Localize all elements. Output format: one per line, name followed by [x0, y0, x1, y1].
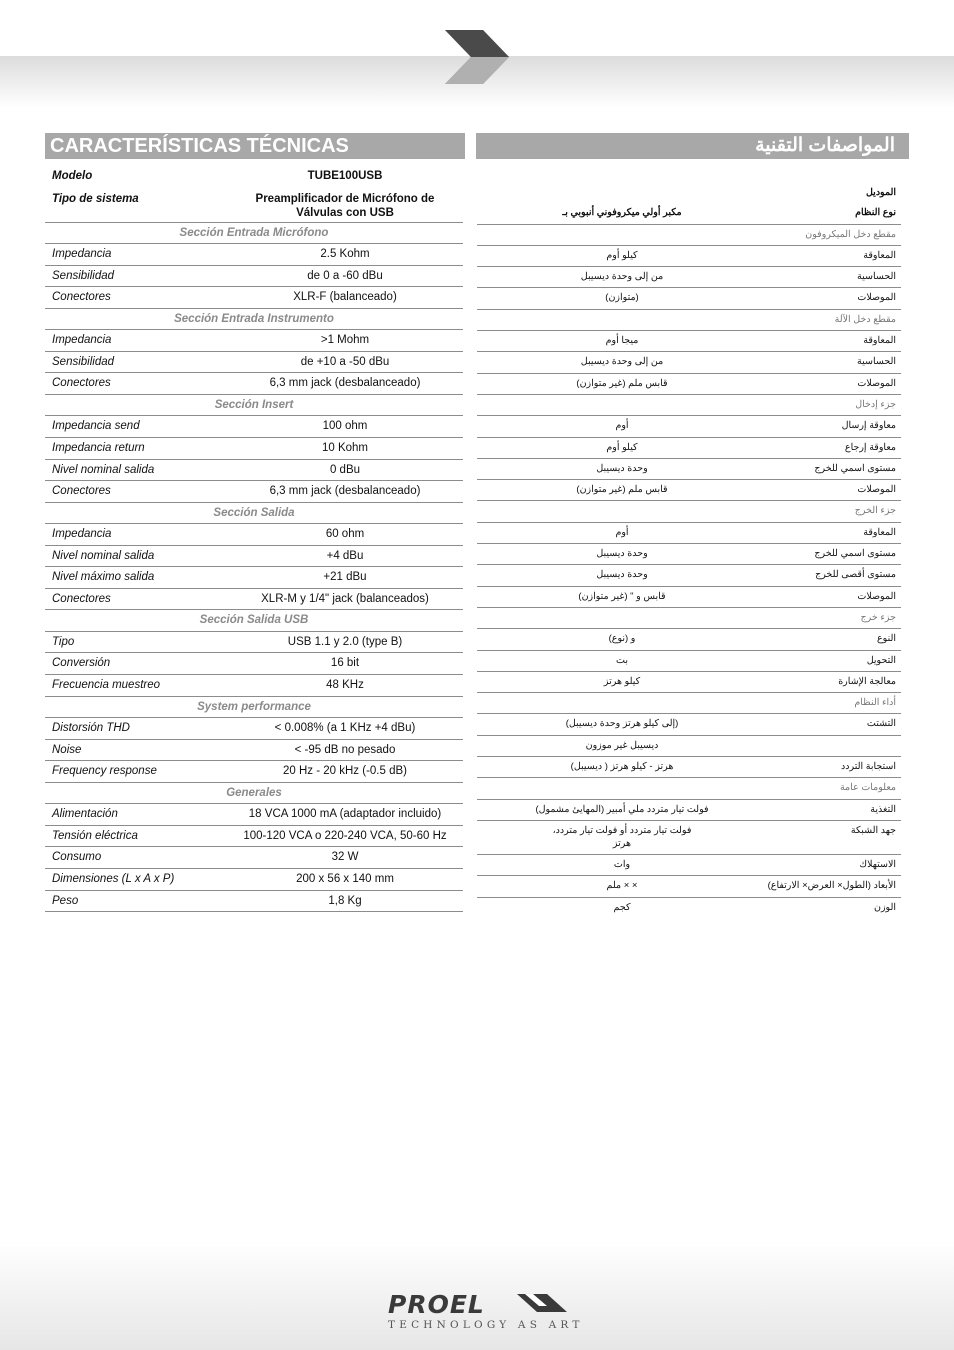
- spec-row-ar: [477, 203, 901, 224]
- spec-value: 48 KHz: [326, 679, 364, 692]
- spec-value-ar: من إلى وحدة ديسيبل: [580, 271, 664, 283]
- spec-label-ar: التحويل: [866, 654, 896, 666]
- section-title: Sección Salida USB: [199, 614, 309, 627]
- spec-label-ar: المعاوقة: [863, 335, 896, 347]
- spec-label-ar: الموديل: [865, 187, 896, 198]
- spec-row: [45, 804, 463, 826]
- section-title: Generales: [226, 786, 282, 799]
- spec-table-arabic: [477, 183, 901, 918]
- spec-section-header-ar: [477, 693, 901, 714]
- spec-label: Modelo: [52, 170, 93, 182]
- spec-row: [45, 524, 463, 546]
- spec-value-ar: فولت تيار متردد ملي أمبير (المهايئ مشمول): [535, 803, 709, 815]
- spec-label-ar: مستوى اسمي للخرج: [814, 548, 896, 560]
- spec-row: [45, 718, 463, 740]
- spec-value: 6,3 mm jack (desbalanceado): [269, 377, 421, 390]
- spec-label-ar: الموصلات: [857, 590, 896, 602]
- section-title: Sección Entrada Instrumento: [174, 312, 334, 325]
- spec-row: [45, 632, 463, 654]
- spec-value: USB 1.1 y 2.0 (type B): [287, 635, 403, 648]
- spec-row-ar: [477, 898, 901, 918]
- logo-stripe-icon: [517, 1292, 567, 1314]
- spec-label: Impedancia: [52, 528, 112, 541]
- spec-value-ar: مكبر أولي ميكروفوني أنبوبي بـ: [562, 207, 682, 219]
- proel-logo: PROEL: [388, 1290, 485, 1319]
- spec-value: 60 ohm: [325, 528, 365, 541]
- spec-value-line-ar: فولت تيار متردد أو فولت تيار متردد،: [552, 824, 692, 836]
- spec-row: [45, 653, 463, 675]
- spec-value: < -95 dB no pesado: [294, 743, 396, 756]
- spec-table-spanish: [45, 166, 463, 912]
- spec-row: [45, 869, 463, 891]
- spec-value: 1,8 Kg: [328, 894, 362, 907]
- spec-value: de 0 a -60 dBu: [307, 269, 383, 282]
- spec-value: >1 Mohm: [320, 334, 370, 347]
- spec-section-header: [45, 223, 463, 245]
- spec-row-ar: [477, 438, 901, 459]
- spec-label: Conversión: [52, 657, 111, 670]
- spec-section-header: [45, 309, 463, 331]
- spec-value: +4 dBu: [326, 549, 364, 562]
- spec-row: [45, 330, 463, 352]
- spec-label-ar: النوع: [877, 633, 896, 645]
- spec-label-ar: جهد الشبكة: [850, 824, 896, 836]
- spec-row-ar: [477, 352, 901, 373]
- spec-label: Distorsión THD: [52, 722, 130, 735]
- spec-label-ar: استجابة التردد: [841, 761, 896, 773]
- chevron-arrow-icon: [445, 30, 509, 84]
- spec-label: Alimentación: [52, 808, 118, 821]
- spec-value: +21 dBu: [323, 571, 367, 584]
- spec-value: XLR-M y 1/4" jack (balanceados): [261, 592, 429, 605]
- spec-value: 0 dBu: [329, 463, 361, 476]
- spec-label-ar: التغذية: [870, 803, 896, 815]
- spec-value-ar: (متوازن): [605, 292, 639, 304]
- spec-label-ar: المعاوقة: [863, 526, 896, 538]
- spec-label: Conectores: [52, 377, 111, 390]
- spec-row-ar: [477, 544, 901, 565]
- spec-label: Tipo: [52, 635, 75, 648]
- section-title: System performance: [197, 700, 311, 713]
- spec-value-ar: من إلى وحدة ديسيبل: [580, 356, 664, 368]
- spec-label: Tensión eléctrica: [52, 829, 138, 842]
- spec-value-ar: بت: [616, 654, 628, 666]
- spec-row: [45, 567, 463, 589]
- section-title-ar: أداء النظام: [854, 697, 896, 709]
- logo-tagline: TECHNOLOGY AS ART: [388, 1319, 584, 1331]
- spec-value-ar: قابس و " (غير متوازن): [578, 590, 666, 602]
- spec-row: [45, 826, 463, 848]
- spec-label: Impedancia: [52, 248, 112, 261]
- spec-row-ar: [477, 855, 901, 876]
- spec-value-ar: وات: [613, 858, 631, 870]
- section-title: Sección Insert: [214, 398, 294, 411]
- spec-label: Sensibilidad: [52, 355, 115, 368]
- spec-value: 6,3 mm jack (desbalanceado): [269, 485, 421, 498]
- spec-label-ar: معاوقة إرسال: [841, 420, 896, 432]
- section-title: Sección Salida: [213, 506, 295, 519]
- spec-label: Peso: [52, 894, 79, 907]
- spec-label-ar: الموصلات: [857, 292, 896, 304]
- spec-value: < 0.008% (a 1 KHz +4 dBu): [274, 722, 416, 735]
- spec-label: Impedancia return: [52, 442, 145, 455]
- spec-label: Consumo: [52, 851, 102, 864]
- spec-row: [45, 187, 463, 223]
- spec-row-ar: [477, 672, 901, 693]
- spec-value-ar: كيلو هرتز: [603, 675, 641, 687]
- spec-row: [45, 546, 463, 568]
- spec-label: Nivel nominal salida: [52, 549, 155, 562]
- spec-row-ar: [477, 246, 901, 267]
- spec-label-ar: نوع النظام: [855, 207, 896, 219]
- spec-row: [45, 373, 463, 395]
- spec-label: Impedancia: [52, 334, 112, 347]
- spec-row: [45, 166, 463, 187]
- spec-value-ar: كيلو أوم: [606, 249, 638, 261]
- spec-value: XLR-F (balanceado): [293, 291, 397, 304]
- spec-label-ar: الحساسية: [857, 356, 896, 368]
- spec-row-ar: [477, 565, 901, 586]
- spec-label: Nivel máximo salida: [52, 571, 155, 584]
- section-title-ar: مقطع دخل الآلة: [834, 313, 896, 325]
- spec-value: 16 bit: [330, 657, 360, 670]
- spec-value-ar: كجم: [613, 901, 631, 913]
- spec-section-header: [45, 395, 463, 417]
- spec-row-ar: [477, 587, 901, 608]
- spec-row: [45, 287, 463, 309]
- spec-value-ar: وحدة ديسيبل: [596, 548, 648, 560]
- spec-row-ar: [477, 288, 901, 309]
- spec-label-ar: الوزن: [873, 901, 896, 913]
- spec-row: [45, 740, 463, 762]
- spec-section-header-ar: [477, 395, 901, 416]
- spec-value-ar: (إلى كيلو هرتز وحدة ديسيبل): [565, 718, 679, 730]
- spec-row-ar: [477, 523, 901, 544]
- spec-section-header: [45, 503, 463, 525]
- spec-row: [45, 460, 463, 482]
- spec-label-ar: التشتت: [866, 718, 896, 730]
- spec-label: Frecuencia muestreo: [52, 679, 161, 692]
- spec-row-ar: [477, 267, 901, 288]
- spec-value: 32 W: [331, 851, 359, 864]
- spec-section-header: [45, 610, 463, 632]
- spec-label-ar: الأبعاد (الطول× العرض× الارتفاع): [767, 880, 896, 892]
- spec-label: Tipo de sistema: [52, 192, 139, 205]
- spec-row-ar: [477, 629, 901, 650]
- spec-value-ar: ميجا أوم: [605, 335, 639, 347]
- spec-label-ar: مستوى اسمي للخرج: [814, 462, 896, 474]
- spec-value-ar: × × ملم: [606, 880, 638, 892]
- spec-row-ar: [477, 714, 901, 735]
- spec-label: Conectores: [52, 291, 111, 304]
- spec-label: Conectores: [52, 485, 111, 498]
- spec-value: 18 VCA 1000 mA (adaptador incluido): [248, 808, 442, 821]
- spec-value-line-ar: هرتز: [612, 837, 632, 849]
- spec-value: 2.5 Kohm: [320, 248, 370, 261]
- spec-value-ar: كيلو أوم: [606, 441, 638, 453]
- spec-row: [45, 266, 463, 288]
- spec-value: 100-120 VCA o 220-240 VCA, 50-60 Hz: [243, 829, 447, 842]
- spec-label-ar: الحساسية: [857, 271, 896, 283]
- spec-row: [45, 675, 463, 697]
- spec-section-header-ar: [477, 225, 901, 246]
- spec-label-ar: معاوقة إرجاع: [844, 441, 896, 453]
- section-title-ar: معلومات عامة: [839, 782, 896, 794]
- spec-row-ar: [477, 459, 901, 480]
- spec-value: [225, 192, 465, 220]
- spec-label: Impedancia send: [52, 420, 140, 433]
- spec-row-ar: [477, 183, 901, 203]
- spec-value-ar: وحدة ديسيبل: [596, 462, 648, 474]
- spec-row-ar: [477, 374, 901, 395]
- spec-value-ar: و (نوع): [608, 633, 636, 645]
- spec-row-ar: [477, 800, 901, 821]
- spec-label: Frequency response: [52, 765, 157, 778]
- section-title-ar: جزء خرج: [860, 611, 896, 623]
- spec-value-ar: أوم: [615, 526, 629, 538]
- spec-section-header: [45, 783, 463, 805]
- spec-row: [45, 589, 463, 611]
- spec-value: 200 x 56 x 140 mm: [296, 872, 394, 885]
- spec-label-ar: الموصلات: [857, 484, 896, 496]
- spec-value: 100 ohm: [322, 420, 368, 433]
- section-title: Sección Entrada Micrófono: [179, 226, 329, 239]
- spec-row-ar: [477, 876, 901, 897]
- spec-row: [45, 438, 463, 460]
- spec-row: [45, 481, 463, 503]
- spec-value-ar: هرتز - كيلو هرتز ( ديسيبل): [570, 761, 674, 773]
- spec-row-ar: [477, 736, 901, 757]
- section-title-ar: مقطع دخل الميكروفون: [805, 228, 896, 240]
- spec-label: Dimensiones (L x A x P): [52, 872, 175, 885]
- spec-row-ar: [477, 757, 901, 778]
- spec-value: 20 Hz - 20 kHz (-0.5 dB): [283, 765, 407, 778]
- section-title-ar: جزء الخرج: [854, 505, 896, 517]
- spec-value-ar: أوم: [615, 420, 629, 432]
- spec-label: Conectores: [52, 592, 111, 605]
- spec-value-ar: وحدة ديسيبل: [596, 569, 648, 581]
- spec-label: Nivel nominal salida: [52, 463, 155, 476]
- spec-row: [45, 761, 463, 783]
- spec-label-ar: معالجة الإشارة: [838, 675, 896, 687]
- spec-label: Noise: [52, 743, 82, 756]
- spec-value: TUBE100USB: [307, 170, 383, 182]
- spec-value-ar: قابس ملم (غير متوازن): [576, 484, 668, 496]
- spec-value-ar: قابس ملم (غير متوازن): [576, 377, 668, 389]
- spec-value: de +10 a -50 dBu: [300, 355, 390, 368]
- spec-section-header: [45, 697, 463, 719]
- spec-row-ar: [477, 480, 901, 501]
- spec-row: [45, 416, 463, 438]
- spec-value-ar: ديسيبل غير موزون: [585, 739, 659, 751]
- spec-value-line: Preamplificador de Micrófono de: [255, 192, 435, 205]
- spec-row-ar: [477, 651, 901, 672]
- spec-section-header-ar: [477, 778, 901, 799]
- header-arabic: المواصفات التقنية: [476, 133, 909, 159]
- spec-label-ar: الموصلات: [857, 377, 896, 389]
- spec-row: [45, 847, 463, 869]
- spec-row-ar: [477, 416, 901, 437]
- spec-row-ar: [477, 821, 901, 855]
- spec-section-header-ar: [477, 310, 901, 331]
- spec-row: [45, 891, 463, 913]
- spec-label: Sensibilidad: [52, 269, 115, 282]
- spec-section-header-ar: [477, 608, 901, 629]
- spec-row: [45, 244, 463, 266]
- spec-row-ar: [477, 331, 901, 352]
- header-spanish: CARACTERÍSTICAS TÉCNICAS: [45, 133, 465, 159]
- spec-label-ar: المعاوقة: [863, 249, 896, 261]
- spec-value: 10 Kohm: [321, 442, 369, 455]
- spec-label-ar: مستوى أقصى للخرج: [815, 569, 896, 581]
- spec-section-header-ar: [477, 501, 901, 522]
- spec-value-ar: [487, 824, 757, 850]
- spec-label-ar: الاستهلاك: [859, 858, 896, 870]
- section-title-ar: جزء إدخال: [855, 398, 896, 410]
- spec-row: [45, 352, 463, 374]
- spec-value-line: Válvulas con USB: [296, 206, 394, 219]
